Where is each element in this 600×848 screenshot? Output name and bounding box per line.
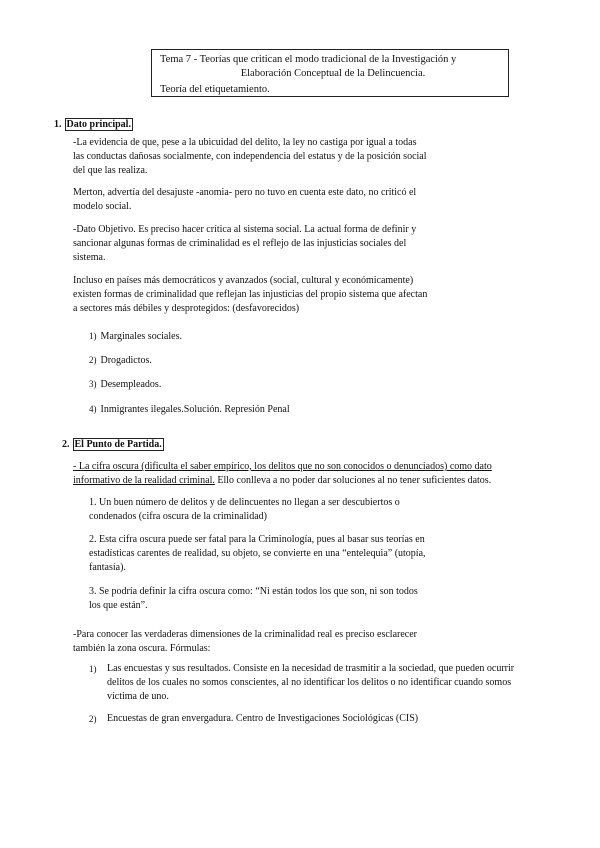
list-number: 1): [89, 331, 97, 341]
text-line: -Para conocer las verdaderas dimensiones de la criminalidad real es preciso esclarecer: [73, 629, 417, 640]
subtitle: Teoría del etiquetamiento.: [160, 84, 270, 95]
numbered-item-3: [89, 585, 465, 613]
text-line: Encuestas de gran envergadura. Centro de Investigaciones Sociológicas (CIS): [107, 713, 419, 724]
title-line-2: Elaboración Conceptual de la Delincuencia.: [240, 68, 426, 79]
list-number: 2): [89, 714, 97, 724]
text-line: [73, 474, 543, 488]
text-line: víctima de uno.: [107, 691, 169, 702]
formula-item-2: [89, 712, 549, 726]
title-box: [151, 49, 509, 97]
section-1-heading: [54, 118, 133, 132]
paragraph-5: [73, 628, 469, 656]
list-item: [89, 402, 290, 417]
text-line: las conductas dañosas socialmente, con independencia del estatus y de la posición social: [73, 151, 427, 162]
section-2-label: El Punto de Partida.: [74, 439, 162, 450]
text-line: del que las realiza.: [73, 165, 148, 176]
list-number: 3): [89, 379, 97, 389]
text-line: 1. Un buen número de delitos y de delincuentes no llegan a ser descubiertos o: [89, 497, 400, 508]
list-item: [89, 353, 152, 368]
text-line: también la zona oscura. Fórmulas:: [73, 643, 211, 654]
formula-item-1: [89, 662, 549, 704]
text-line: los que están”.: [89, 600, 148, 611]
list-text: Inmigrantes ilegales.Solución. Represión Penal: [100, 404, 290, 415]
underlined-text: informativo de la realidad criminal.: [73, 475, 215, 486]
list-number: 2): [89, 355, 97, 365]
text-line: a sectores más débiles y desprotegidos: (desfavorecidos): [73, 303, 300, 314]
text-line: condenados (cifra oscura de la criminalidad): [89, 511, 267, 522]
paragraph-1: [73, 136, 469, 178]
text-line: Merton, advertía del desajuste -anomia- pero no tuvo en cuenta este dato, no criticó el: [73, 187, 417, 198]
text-line: Incluso en países más democráticos y avanzados (social, cultural y económicamente): [73, 275, 414, 286]
text-fragment: Ello conlleva a no poder dar soluciones al no tener suficientes datos.: [214, 475, 492, 486]
text-line: Las encuestas y sus resultados. Consiste en la necesidad de trasmitir a la sociedad, que pueden ocurrir: [107, 663, 515, 674]
text-line: fantasía).: [89, 562, 126, 573]
list-text: Drogadictos.: [100, 355, 152, 366]
text-line: -La evidencia de que, pese a la ubicuidad del delito, la ley no castiga por igual a todas: [73, 137, 417, 148]
numbered-item-2: [89, 533, 465, 575]
section-1-number: 1.: [54, 119, 62, 130]
text-line: estadísticas carentes de realidad, su objeto, se convierte en una “entelequia” (utopía,: [89, 548, 426, 559]
list-text: Desempleados.: [100, 379, 162, 390]
paragraph-4: [73, 274, 469, 316]
paragraph-2: [73, 186, 469, 214]
list-number: 1): [89, 664, 97, 674]
text-line: -Dato Objetivo. Es preciso hacer crítica al sistema social. La actual forma de definir y: [73, 224, 417, 235]
paragraph-3: [73, 223, 469, 265]
list-item: [89, 377, 161, 392]
numbered-item-1: [89, 496, 465, 524]
section-2-number: 2.: [62, 439, 70, 450]
section-2-intro: [73, 460, 543, 488]
text-line: 2. Esta cifra oscura puede ser fatal para la Criminología, pues al basar sus teorías en: [89, 534, 425, 545]
section-2-heading: [62, 438, 164, 452]
text-line: 3. Se podría definir la cifra oscura como: “Ni están todos los que son, ni son todos: [89, 586, 418, 597]
text-line: sistema.: [73, 252, 106, 263]
title-text: [160, 53, 506, 81]
list-number: 4): [89, 404, 97, 414]
text-line: modelo social.: [73, 201, 132, 212]
list-text: Marginales sociales.: [100, 331, 182, 342]
text-line: - La cifra oscura (dificulta el saber empírico, los delitos que no son conocidos o denunciados) como dato: [73, 461, 492, 472]
text-line: sancionar algunas formas de criminalidad es el reflejo de las injusticias sociales del: [73, 238, 407, 249]
title-line-1: Tema 7 - Teorías que critican el modo tradicional de la Investigación y: [160, 54, 457, 65]
section-1-label: Dato principal.: [66, 119, 131, 130]
text-line: existen formas de criminalidad que reflejan las injusticias del propio sistema que afectan: [73, 289, 428, 300]
list-item: [89, 329, 182, 344]
text-line: delitos de los cuales no somos conscientes, al no identificar los delitos o no identificar cuando somos: [107, 677, 512, 688]
